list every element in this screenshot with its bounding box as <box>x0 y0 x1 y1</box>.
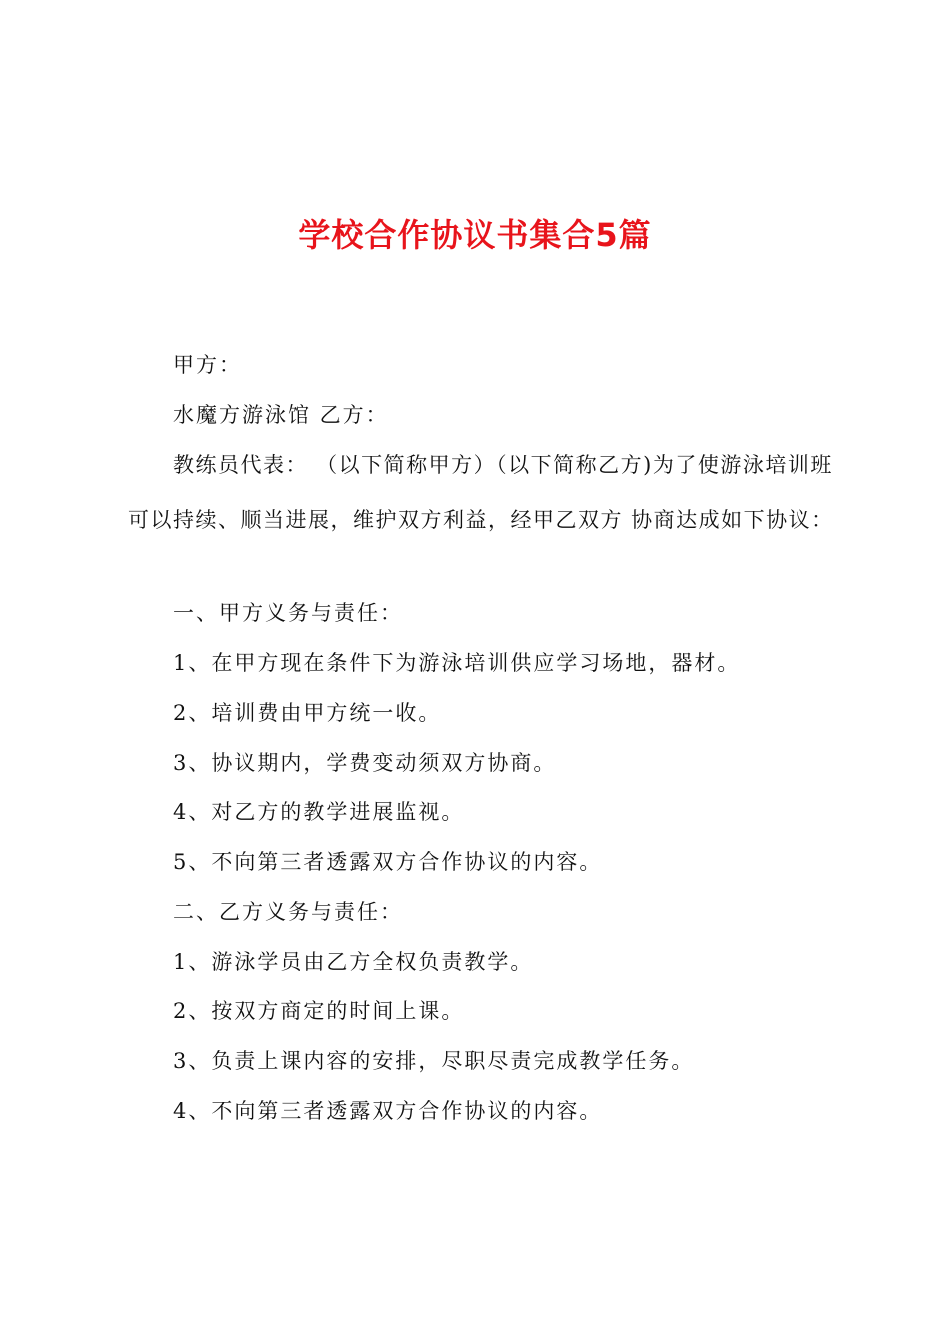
section-a-heading: 一、甲方义务与责任： <box>173 601 403 625</box>
list-item: 1、在甲方现在条件下为游泳培训供应学习场地，器材。 <box>173 651 741 675</box>
list-item: 2、按双方商定的时间上课。 <box>173 999 465 1023</box>
list-item: 4、对乙方的教学进展监视。 <box>173 800 465 824</box>
list-item: 2、培训费由甲方统一收。 <box>173 701 442 725</box>
list-item: 1、游泳学员由乙方全权负责教学。 <box>173 950 534 974</box>
intro-paragraph-line-1: 教练员代表： （以下简称甲方）（以下简称乙方)为了使游泳培训班 <box>173 453 833 477</box>
party-a-label: 甲方： <box>173 353 242 377</box>
venue-party-b-line: 水魔方游泳馆 乙方： <box>173 403 389 427</box>
list-item: 4、不向第三者透露双方合作协议的内容。 <box>173 1099 603 1123</box>
section-b-heading: 二、乙方义务与责任： <box>173 900 403 924</box>
list-item: 3、协议期内，学费变动须双方协商。 <box>173 751 557 775</box>
document-title: 学校合作协议书集合5篇 <box>298 216 652 254</box>
list-item: 5、不向第三者透露双方合作协议的内容。 <box>173 850 603 874</box>
intro-paragraph-line-2: 可以持续、顺当进展，维护双方利益，经甲乙双方 协商达成如下协议： <box>128 508 834 532</box>
list-item: 3、负责上课内容的安排，尽职尽责完成教学任务。 <box>173 1049 695 1073</box>
